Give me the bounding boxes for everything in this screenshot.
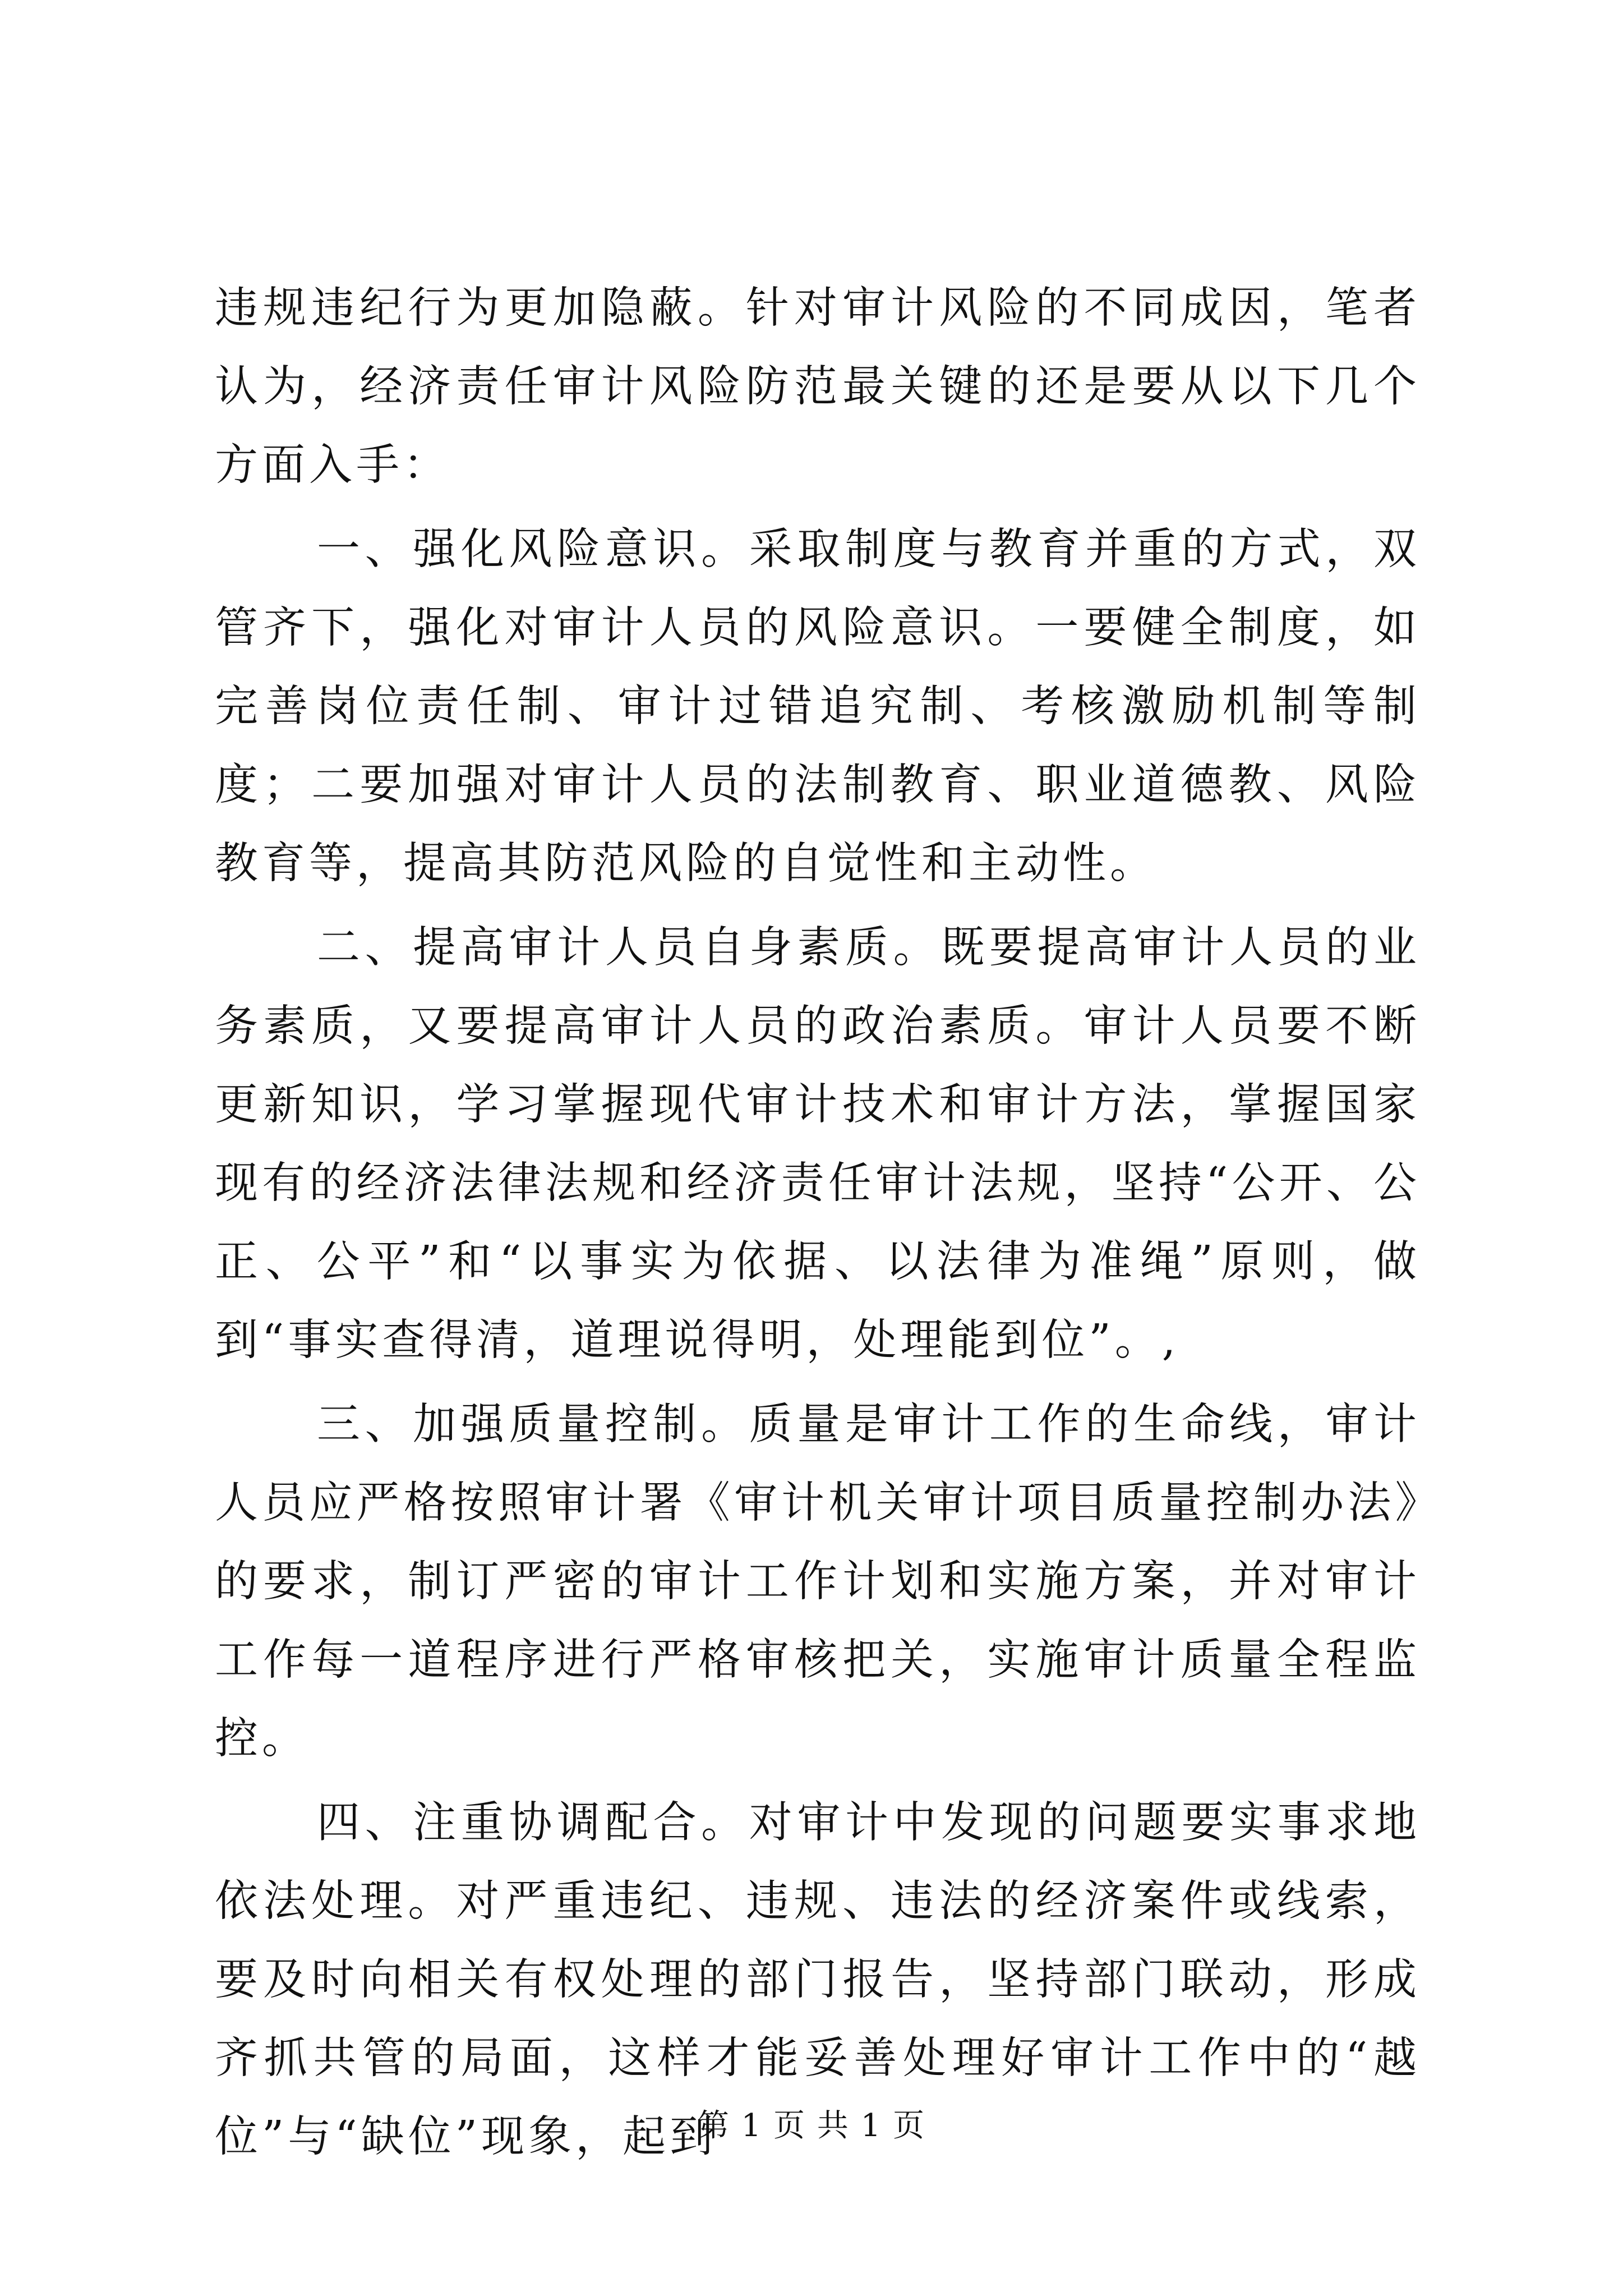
paragraph-quality-control: 三、加强质量控制。质量是审计工作的生命线，审计人员应严格按照审计署《审计机关审计项目质量控制办法》的要求，制订严密的审计工作计划和实施方案，并对审计工作每一道程序进行严格审核把关，实施审计质量全程监控。 — [215, 1400, 1421, 1764]
paragraph-continuation: 违规违纪行为更加隐蔽。针对审计风险的不同成因，笔者认为，经济责任审计风险防范最关键的还是要从以下几个方面入手： — [215, 283, 1421, 490]
paragraph-risk-awareness: 一、强化风险意识。采取制度与教育并重的方式，双管齐下，强化对审计人员的风险意识。一要健全制度，如完善岗位责任制、审计过错追究制、考核激励机制等制度；二要加强对审计人员的法制教育、职业道德教、风险教育等，提高其防范风险的自觉性和主动性。 — [215, 524, 1421, 889]
paragraph-coordination: 四、注重协调配合。对审计中发现的问题要实事求地依法处理。对严重违纪、违规、违法的经济案件或线索，要及时向相关有权处理的部门报告，坚持部门联动，形成齐抓共管的局面，这样才能妥善处理好审计工作中的“越位”与“缺位”现象，起到 — [215, 1798, 1421, 2162]
document-body — [215, 269, 1421, 2177]
page-footer: 第 1 页 共 1 页 — [697, 2108, 926, 2144]
paragraph-auditor-quality: 二、提高审计人员自身素质。既要提高审计人员的业务素质，又要提高审计人员的政治素质。审计人员要不断更新知识，学习掌握现代审计技术和审计方法，掌握国家现有的经济法律法规和经济责任审计法规，坚持“公开、公正、公平”和“以事实为依据、以法律为准绳”原则，做到“事实查得清，道理说得明，处理能到位”。, — [215, 923, 1421, 1365]
